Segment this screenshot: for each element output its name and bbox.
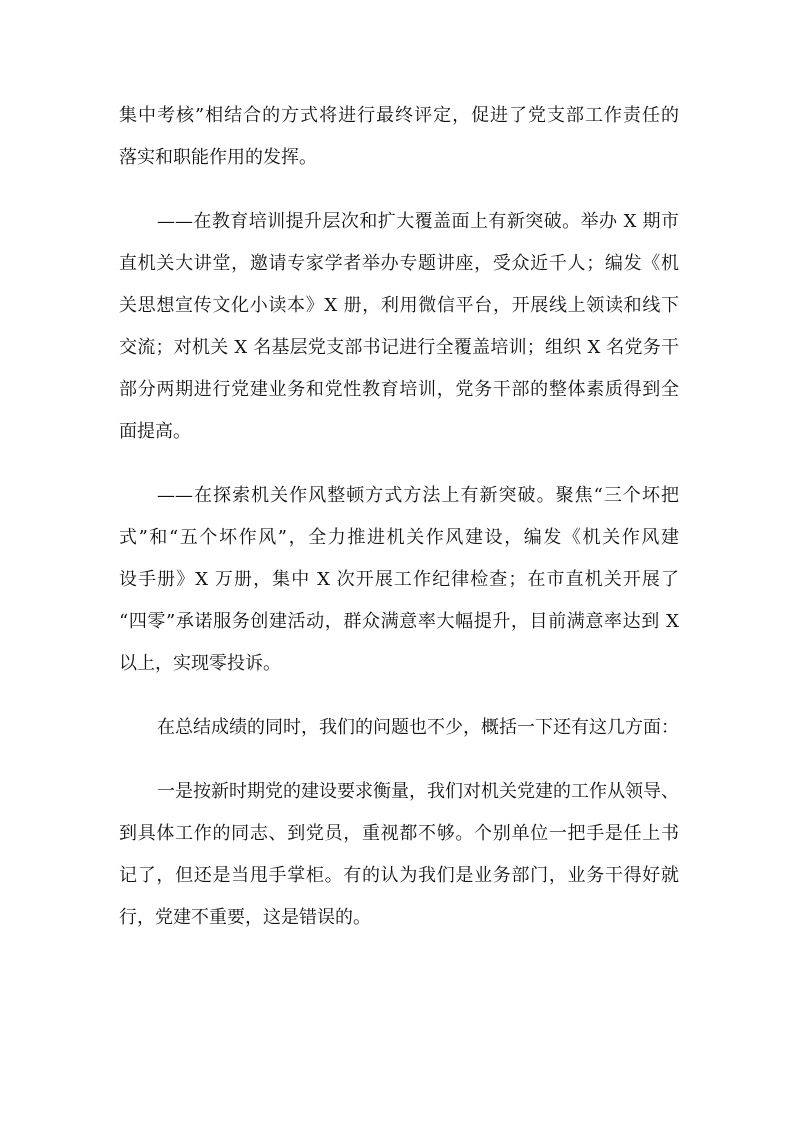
paragraph-2-line-4: 交流；对机关 X 名基层党支部书记进行全覆盖培训；组织 X 名党务干 (119, 337, 679, 358)
paragraph-2-line-1: ——在教育培训提升层次和扩大覆盖面上有新突破。举办 X 期市 (157, 211, 679, 232)
paragraph-3-line-4: “四零”承诺服务创建活动，群众满意率大幅提升，目前满意率达到 X (119, 611, 679, 632)
paragraph-3-line-2: 式”和“五个坏作风”，全力推进机关作风建设，编发《机关作风建 (119, 527, 679, 548)
paragraph-5-line-4: 行，党建不重要，这是错误的。 (119, 907, 371, 928)
paragraph-4-line-1: 在总结成绩的同时，我们的问题也不少，概括一下还有这几方面： (157, 717, 679, 738)
paragraph-1-line-1: 集中考核”相结合的方式将进行最终评定，促进了党支部工作责任的 (119, 105, 679, 126)
paragraph-2-line-6: 面提高。 (119, 421, 191, 442)
paragraph-2-line-3: 关思想宣传文化小读本》X 册，利用微信平台，开展线上领读和线下 (119, 295, 679, 316)
paragraph-5-line-1: 一是按新时期党的建设要求衡量，我们对机关党建的工作从领导、 (157, 781, 679, 802)
paragraph-1-line-2: 落实和职能作用的发挥。 (119, 147, 317, 168)
paragraph-3-line-3: 设手册》X 万册，集中 X 次开展工作纪律检查；在市直机关开展了 (119, 569, 679, 590)
paragraph-5-line-3: 记了，但还是当甩手掌柜。有的认为我们是业务部门，业务干得好就 (119, 865, 679, 886)
paragraph-3-line-1: ——在探索机关作风整顿方式方法上有新突破。聚焦“三个坏把 (157, 485, 679, 506)
paragraph-2-line-2: 直机关大讲堂，邀请专家学者举办专题讲座，受众近千人；编发《机 (119, 253, 679, 274)
paragraph-2-line-5: 部分两期进行党建业务和党性教育培训，党务干部的整体素质得到全 (119, 379, 679, 400)
paragraph-5-line-2: 到具体工作的同志、到党员，重视都不够。个别单位一把手是任上书 (119, 823, 679, 844)
paragraph-3-line-5: 以上，实现零投诉。 (119, 653, 281, 674)
